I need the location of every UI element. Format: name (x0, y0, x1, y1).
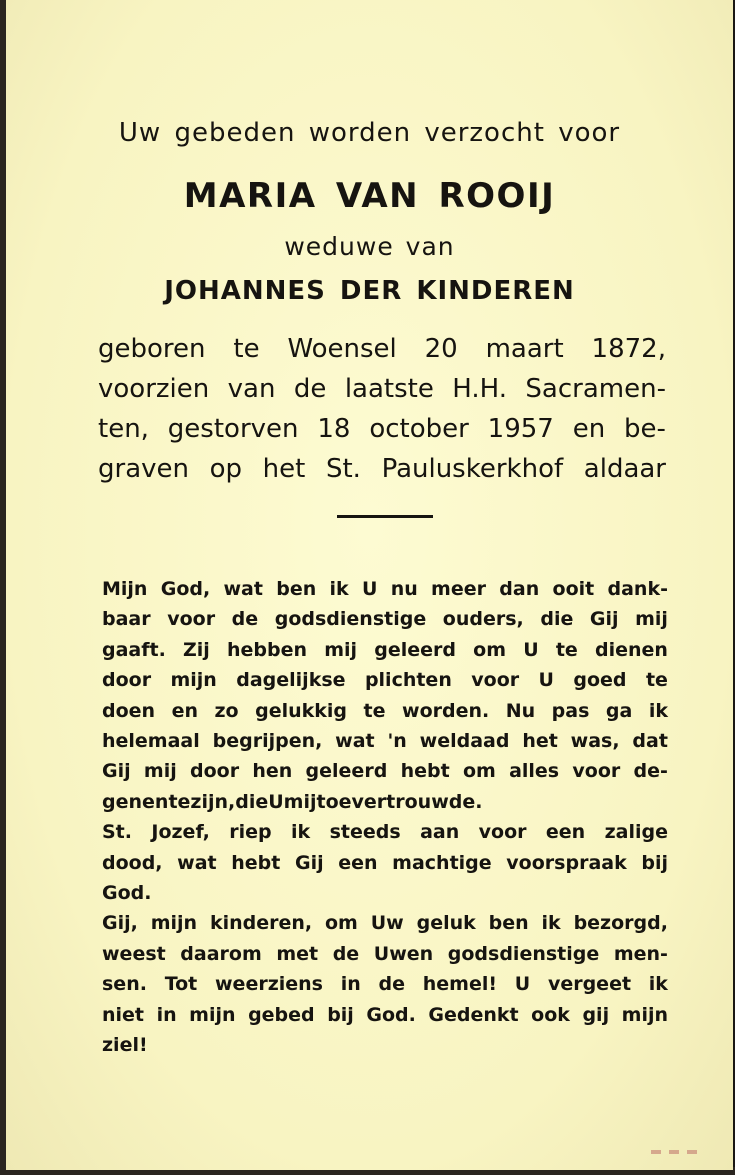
prayer-line (102, 821, 668, 843)
prayer-line (102, 1034, 668, 1056)
prayer-line (102, 973, 668, 995)
prayer-word: ik (648, 973, 668, 996)
prayer-line (102, 669, 668, 691)
prayer-line (102, 578, 668, 600)
prayer-word: Gij (294, 851, 324, 874)
prayer-word: St. (102, 821, 132, 844)
prayer-word: ik (291, 821, 311, 844)
prayer-word: te (645, 669, 668, 692)
prayer-line (102, 639, 668, 661)
biography-word: laatste (344, 374, 434, 404)
prayer-line (102, 943, 668, 965)
biography-word: voorzien (98, 374, 210, 404)
prayer-word: geleerd (305, 760, 388, 783)
prayer-word: dagelijkse (236, 669, 346, 692)
prayer-word: Zij (183, 638, 210, 661)
prayer-word: nu (390, 578, 418, 600)
biography-line (98, 374, 666, 404)
prayer-word: U (514, 973, 531, 996)
prayer-word: ooit (552, 578, 595, 600)
prayer-word: worden. (402, 699, 490, 722)
prayer-word: zalige (604, 821, 668, 844)
prayer-word: mijn (170, 669, 217, 692)
biography-word: op (209, 454, 243, 484)
biography-word: 1957 (487, 414, 554, 444)
prayer-word: U (361, 578, 378, 600)
prayer-line (102, 791, 668, 813)
prayer-word: vergeet (547, 973, 632, 996)
prayer-word: voorspraak (506, 851, 627, 874)
divider-rule (337, 515, 433, 518)
prayer-word: die (540, 608, 574, 631)
prayer-word: voor (572, 760, 621, 783)
prayer-word: men- (613, 942, 668, 965)
prayer-word: mijn (621, 1003, 668, 1026)
prayer-word: dank- (607, 578, 668, 600)
prayer-word: aan (420, 821, 460, 844)
prayer-word: de (332, 942, 360, 965)
prayer-word: hen (252, 760, 293, 783)
prayer-word: het (522, 730, 558, 752)
prayer-word: zo (214, 699, 239, 722)
prayer-word: bezorgd, (573, 912, 668, 935)
prayer-word: ouders, (442, 608, 524, 631)
prayer-word: om (473, 638, 507, 661)
prayer-word: in (156, 1003, 177, 1026)
biography-line (98, 334, 666, 364)
prayer-word: Tot (164, 973, 198, 996)
prayer-word: daarom (180, 942, 262, 965)
biography-word: maart (485, 334, 564, 364)
prayer-word: Uwen (373, 942, 434, 965)
prayer-word: mij (143, 760, 177, 783)
prayer-word: God, (160, 578, 211, 600)
prayer-word: wat (335, 730, 375, 752)
prayer-word: weest (102, 942, 166, 965)
prayer-word: gij (582, 1003, 610, 1026)
paper-stain (651, 1150, 701, 1154)
prayer-line (102, 608, 668, 630)
prayer-word: voor (471, 669, 520, 692)
husband-name: JOHANNES DER KINDEREN (164, 276, 575, 306)
prayer-word: te (555, 638, 578, 661)
biography-line (98, 454, 666, 484)
prayer-word: ik (329, 578, 349, 600)
prayer-word: ook (531, 1003, 570, 1026)
prayer-word: mij (635, 608, 668, 631)
biography-word: en (572, 414, 606, 444)
prayer-word: hemel! (422, 973, 498, 996)
prayer-line (102, 1004, 668, 1026)
biography-word: St. (325, 454, 361, 484)
prayer-word: hebt (400, 760, 450, 783)
prayer-word: hebben (227, 638, 308, 661)
prayer-word: door (189, 760, 240, 783)
prayer-word: was, (570, 730, 620, 752)
prayer-word: dood, (102, 851, 163, 874)
prayer-word: mij (283, 790, 317, 813)
prayer-line (102, 882, 668, 904)
prayer-word: genen (102, 790, 169, 813)
biography-word: het (262, 454, 306, 484)
prayer-word: mijn (150, 912, 198, 935)
prayer-word: Gedenkt (428, 1003, 519, 1026)
prayer-word: alles (509, 760, 560, 783)
prayer-word: kinderen, (209, 912, 313, 935)
prayer-word: gaaft. (102, 638, 166, 661)
biography-word: Pauluskerkhof (381, 454, 564, 484)
prayer-line (102, 912, 668, 934)
prayer-word: godsdienstige (447, 942, 600, 965)
prayer-word: geleerd (374, 638, 456, 661)
prayer-word: ben (276, 578, 317, 600)
prayer-word: gebed (248, 1003, 315, 1026)
biography-word: H.H. (452, 374, 507, 404)
prayer-word: Uw (370, 912, 404, 935)
biography-line (98, 414, 666, 444)
biography-word: be- (624, 414, 666, 444)
prayer-word: baar (102, 608, 151, 631)
prayer-word: Mijn (102, 578, 148, 600)
prayer-word: om (325, 912, 358, 935)
biography-word: 20 (424, 334, 458, 364)
prayer-line (102, 852, 668, 874)
prayer-word: de (378, 973, 406, 996)
prayer-word: door (102, 669, 152, 692)
prayer-word: doen (102, 699, 156, 722)
prayer-word: ik (648, 699, 668, 722)
prayer-word: riep (229, 821, 272, 844)
biography-word: 18 (317, 414, 351, 444)
prayer-word: dat (632, 730, 668, 752)
biography-word: 1872, (591, 334, 666, 364)
prayer-word: begrijpen, (212, 730, 323, 752)
prayer-word: sen. (102, 973, 147, 996)
prayer-word: meer (431, 578, 486, 600)
prayer-word: in (340, 973, 361, 996)
biography-word: gestorven (167, 414, 299, 444)
prayer-word: voor (478, 821, 527, 844)
biography-word: geboren (98, 334, 206, 364)
prayer-word: ziel! (102, 1034, 148, 1056)
biography-word: de (293, 374, 327, 404)
prayer-word: die (235, 790, 269, 813)
prayer-word: geluk (416, 912, 476, 935)
deceased-name: MARIA VAN ROOIJ (183, 176, 556, 216)
biography-word: Sacramen- (525, 374, 666, 404)
prayer-word: U (523, 638, 539, 661)
biography-word: ten, (98, 414, 149, 444)
prayer-line (102, 730, 668, 752)
prayer-line (102, 760, 668, 782)
prayer-word: mijn (189, 1003, 236, 1026)
prayer-word: bij (327, 1003, 354, 1026)
prayer-word: niet (102, 1003, 145, 1026)
prayer-word: Jozef, (151, 821, 210, 844)
memorial-card (6, 0, 733, 1170)
prayer-word: machtige (392, 851, 492, 874)
biography-word: van (227, 374, 276, 404)
biography-word: october (369, 414, 469, 444)
prayer-word: ga (605, 699, 633, 722)
widow-of-line: weduwe van (284, 232, 455, 261)
prayer-word: gelukkig (255, 699, 348, 722)
prayer-word: dienen (595, 638, 668, 661)
prayer-word: dan (499, 578, 540, 600)
prayer-word: pas (551, 699, 590, 722)
prayer-line (102, 700, 668, 722)
prayer-word: wat (223, 578, 263, 600)
intro-line: Uw gebeden worden verzocht voor (118, 118, 621, 148)
prayer-word: Gij (589, 608, 619, 631)
prayer-word: U (268, 790, 284, 813)
prayer-word: godsdienstige (274, 608, 427, 631)
biography-word: graven (98, 454, 189, 484)
biography-word: te (233, 334, 260, 364)
prayer-word: met (276, 942, 319, 965)
prayer-word: U (538, 669, 554, 692)
prayer-word: 'n (387, 730, 407, 752)
prayer-word: voor (167, 608, 216, 631)
prayer-word: ben (488, 912, 529, 935)
prayer-word: de (231, 608, 259, 631)
prayer-word: een (545, 821, 586, 844)
prayer-word: toevertrouwde. (316, 790, 483, 813)
prayer-word: om (462, 760, 496, 783)
prayer-word: wat (177, 851, 217, 874)
prayer-word: helemaal (102, 730, 200, 752)
prayer-word: te (168, 790, 191, 813)
prayer-word: weerziens (215, 973, 323, 996)
prayer-word: plichten (364, 669, 452, 692)
prayer-word: steeds (329, 821, 401, 844)
prayer-word: ik (541, 912, 561, 935)
prayer-word: hebt (231, 851, 281, 874)
prayer-word: te (363, 699, 386, 722)
biography-word: Woensel (287, 334, 397, 364)
prayer-word: Gij (102, 760, 131, 783)
prayer-word: en (171, 699, 198, 722)
prayer-word: goed (573, 669, 627, 692)
prayer-word: de- (633, 760, 668, 783)
prayer-word: bij (641, 851, 668, 874)
prayer-word: mij (324, 638, 358, 661)
prayer-word: God. (102, 882, 152, 904)
biography-word: aldaar (583, 454, 666, 484)
prayer-word: Nu (505, 699, 536, 722)
prayer-word: God. (366, 1003, 416, 1026)
prayer-word: een (338, 851, 378, 874)
prayer-word: zijn, (190, 790, 236, 813)
prayer-word: weldaad (419, 730, 510, 752)
prayer-word: Gij, (102, 912, 138, 935)
